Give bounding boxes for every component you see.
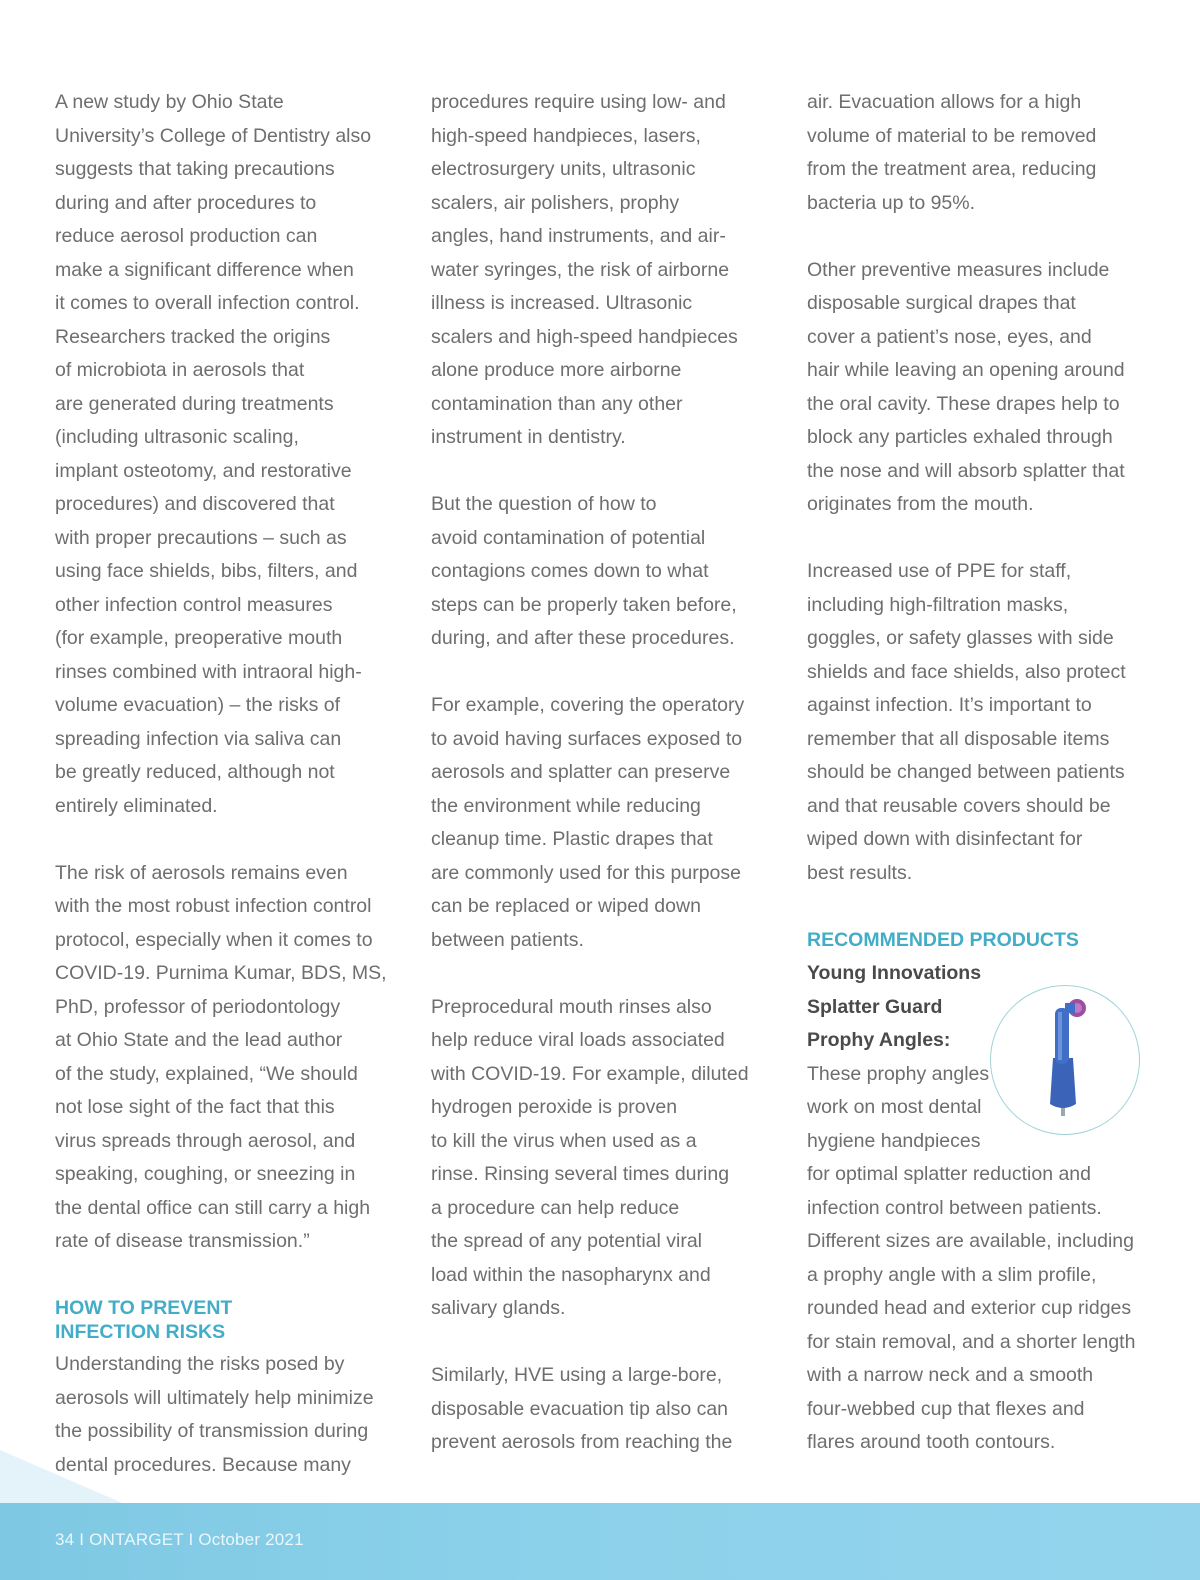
text-line: volume of material to be removed [807,124,1097,147]
text-line: alone produce more airborne [431,359,682,381]
text-line: and that reusable covers should be [807,794,1111,817]
col3-paragraph-3 [807,555,1152,890]
text-line: to kill the virus when used as a [431,1129,697,1152]
text-line: for stain removal, and a shorter length [807,1330,1136,1353]
article-column-2 [431,86,776,1460]
text-line: procedures) and discovered that [55,493,335,515]
text-line: volume evacuation) – the risks of [55,694,341,716]
product-block [807,957,1152,1460]
text-line: the dental office can still carry a high [55,1196,371,1219]
text-line: water syringes, the risk of airborne [431,258,730,281]
text-line: suggests that taking precautions [55,158,335,180]
text-line: INFECTION RISKS [55,1321,226,1343]
col2-paragraph-3 [431,689,776,957]
text-line: make a significant difference when [55,258,354,281]
text-line: hygiene handpieces [807,1129,981,1152]
text-line: against infection. It’s important to [807,694,1092,716]
text-line: during and after procedures to [55,191,317,214]
text-line: electrosurgery units, ultrasonic [431,158,696,180]
text-line: salivary glands. [431,1297,566,1319]
text-line: block any particles exhaled through [807,426,1113,448]
col3-paragraph-1 [807,86,1152,220]
text-line: a procedure can help reduce [431,1196,680,1219]
text-line: Prophy Angles: [807,1029,951,1051]
text-line: PhD, professor of periodontology [55,995,341,1018]
text-line: Different sizes are available, including [807,1230,1134,1252]
text-line: during, and after these procedures. [431,627,735,649]
text-line: are commonly used for this purpose [431,861,741,884]
text-line: rinses combined with intraoral high- [55,660,362,683]
text-line: shields and face shields, also protect [807,660,1126,683]
text-line: rounded head and exterior cup ridges [807,1297,1132,1319]
text-line: protocol, especially when it comes to [55,928,373,951]
text-line: be greatly reduced, although not [55,761,335,783]
text-line: procedures require using low- and [431,91,726,113]
text-line: Splatter Guard [807,995,943,1018]
text-line: can be replaced or wiped down [431,895,701,917]
text-line: between patients. [431,928,584,951]
text-line: Researchers tracked the origins [55,325,331,348]
text-line: load within the nasopharynx and [431,1263,711,1286]
text-line: scalers, air polishers, prophy [431,191,680,214]
text-line: entirely eliminated. [55,794,218,817]
text-line: high-speed handpieces, lasers, [431,124,701,147]
text-line: air. Evacuation allows for a high [807,91,1082,113]
text-line: steps can be properly taken before, [431,593,737,616]
text-line: goggles, or safety glasses with side [807,627,1114,649]
text-line: Increased use of PPE for staff, [807,560,1072,582]
text-line: with a narrow neck and a smooth [807,1364,1094,1386]
text-line: with proper precautions – such as [55,526,347,549]
text-line: angles, hand instruments, and air- [431,225,726,247]
text-line: Understanding the risks posed by [55,1353,345,1375]
text-line: a prophy angle with a slim profile, [807,1263,1097,1286]
text-line: the nose and will absorb splatter that [807,459,1125,482]
text-line: disposable evacuation tip also can [431,1397,729,1420]
text-line: the spread of any potential viral [431,1230,703,1252]
text-line: disposable surgical drapes that [807,292,1076,314]
col1-paragraph-2 [55,857,400,1259]
text-line: for optimal splatter reduction and [807,1163,1091,1185]
text-line: four-webbed cup that flexes and [807,1397,1085,1420]
col2-paragraph-2 [431,488,776,656]
text-line: the environment while reducing [431,794,701,817]
text-line: with COVID-19. For example, diluted [431,1062,749,1085]
text-line: spreading infection via saliva can [55,727,342,750]
text-line: implant osteotomy, and restorative [55,459,352,482]
text-line: instrument in dentistry. [431,426,626,448]
text-line: of microbiota in aerosols that [55,359,305,381]
text-line: aerosols and splatter can preserve [431,761,731,783]
text-line: wiped down with disinfectant for [807,828,1083,850]
text-line: virus spreads through aerosol, and [55,1129,356,1152]
text-line: scalers and high-speed handpieces [431,325,738,348]
text-line: cleanup time. Plastic drapes that [431,828,713,850]
text-line: dental procedures. Because many [55,1453,351,1476]
text-line: the possibility of transmission during [55,1420,369,1442]
article-column-1 [55,86,400,1482]
text-line: best results. [807,861,913,884]
text-line: it comes to overall infection control. [55,292,360,314]
text-line: originates from the mouth. [807,493,1034,515]
text-line: avoid contamination of potential [431,526,706,549]
text-line: using face shields, bibs, filters, and [55,560,358,582]
section-heading-prevent-infection [55,1292,400,1348]
text-line: HOW TO PREVENT [55,1297,233,1319]
text-line: at Ohio State and the lead author [55,1029,343,1051]
text-line: COVID-19. Purnima Kumar, BDS, MS, [55,962,387,984]
text-line: Other preventive measures include [807,258,1110,281]
text-line: reduce aerosol production can [55,225,318,247]
text-line: help reduce viral loads associated [431,1029,725,1051]
text-line: of the study, explained, “We should [55,1062,358,1085]
text-line: hair while leaving an opening around [807,359,1125,381]
text-line: aerosols will ultimately help minimize [55,1386,374,1409]
text-line: (including ultrasonic scaling, [55,426,299,448]
text-line: University’s College of Dentistry also [55,124,372,147]
text-line: For example, covering the operatory [431,694,745,716]
article-column-3 [807,86,1152,1460]
text-line: contagions comes down to what [431,560,709,582]
text-line: hydrogen peroxide is proven [431,1096,678,1118]
text-line: are generated during treatments [55,392,334,415]
text-line: with the most robust infection control [55,895,372,917]
text-line: should be changed between patients [807,761,1125,783]
text-line: rinse. Rinsing several times during [431,1163,730,1185]
text-line: contamination than any other [431,392,683,415]
prophy-angle-icon [990,985,1140,1135]
text-line: infection control between patients. [807,1196,1102,1219]
text-line: rate of disease transmission.” [55,1230,310,1252]
col2-paragraph-1 [431,86,776,455]
text-line: illness is increased. Ultrasonic [431,292,693,314]
text-line: bacteria up to 95%. [807,191,976,214]
text-line: The risk of aerosols remains even [55,861,348,884]
text-line: Similarly, HVE using a large-bore, [431,1364,723,1386]
text-line: to avoid having surfaces exposed to [431,727,743,750]
col1-paragraph-1 [55,86,400,823]
text-line: flares around tooth contours. [807,1431,1056,1453]
text-line: A new study by Ohio State [55,91,284,113]
text-line: Preprocedural mouth rinses also [431,995,712,1018]
section-heading-recommended-products: RECOMMENDED PRODUCTS [807,928,1079,951]
text-line: speaking, coughing, or sneezing in [55,1163,356,1185]
text-line: from the treatment area, reducing [807,158,1097,180]
text-line: other infection control measures [55,593,333,616]
text-line: These prophy angles [807,1062,990,1085]
text-line: the oral cavity. These drapes help to [807,392,1120,415]
text-line: Young Innovations [807,962,982,984]
text-line: including high-filtration masks, [807,593,1069,616]
text-line: work on most dental [807,1096,982,1118]
col3-paragraph-2 [807,254,1152,522]
col2-paragraph-4 [431,991,776,1326]
text-line: remember that all disposable items [807,727,1110,750]
text-line: But the question of how to [431,493,657,515]
page-footer-text: 34 I ONTARGET I October 2021 [55,1530,304,1549]
text-line: not lose sight of the fact that this [55,1096,335,1118]
text-line: (for example, preoperative mouth [55,627,343,649]
text-line: prevent aerosols from reaching the [431,1431,733,1453]
text-line: cover a patient’s nose, eyes, and [807,325,1092,348]
